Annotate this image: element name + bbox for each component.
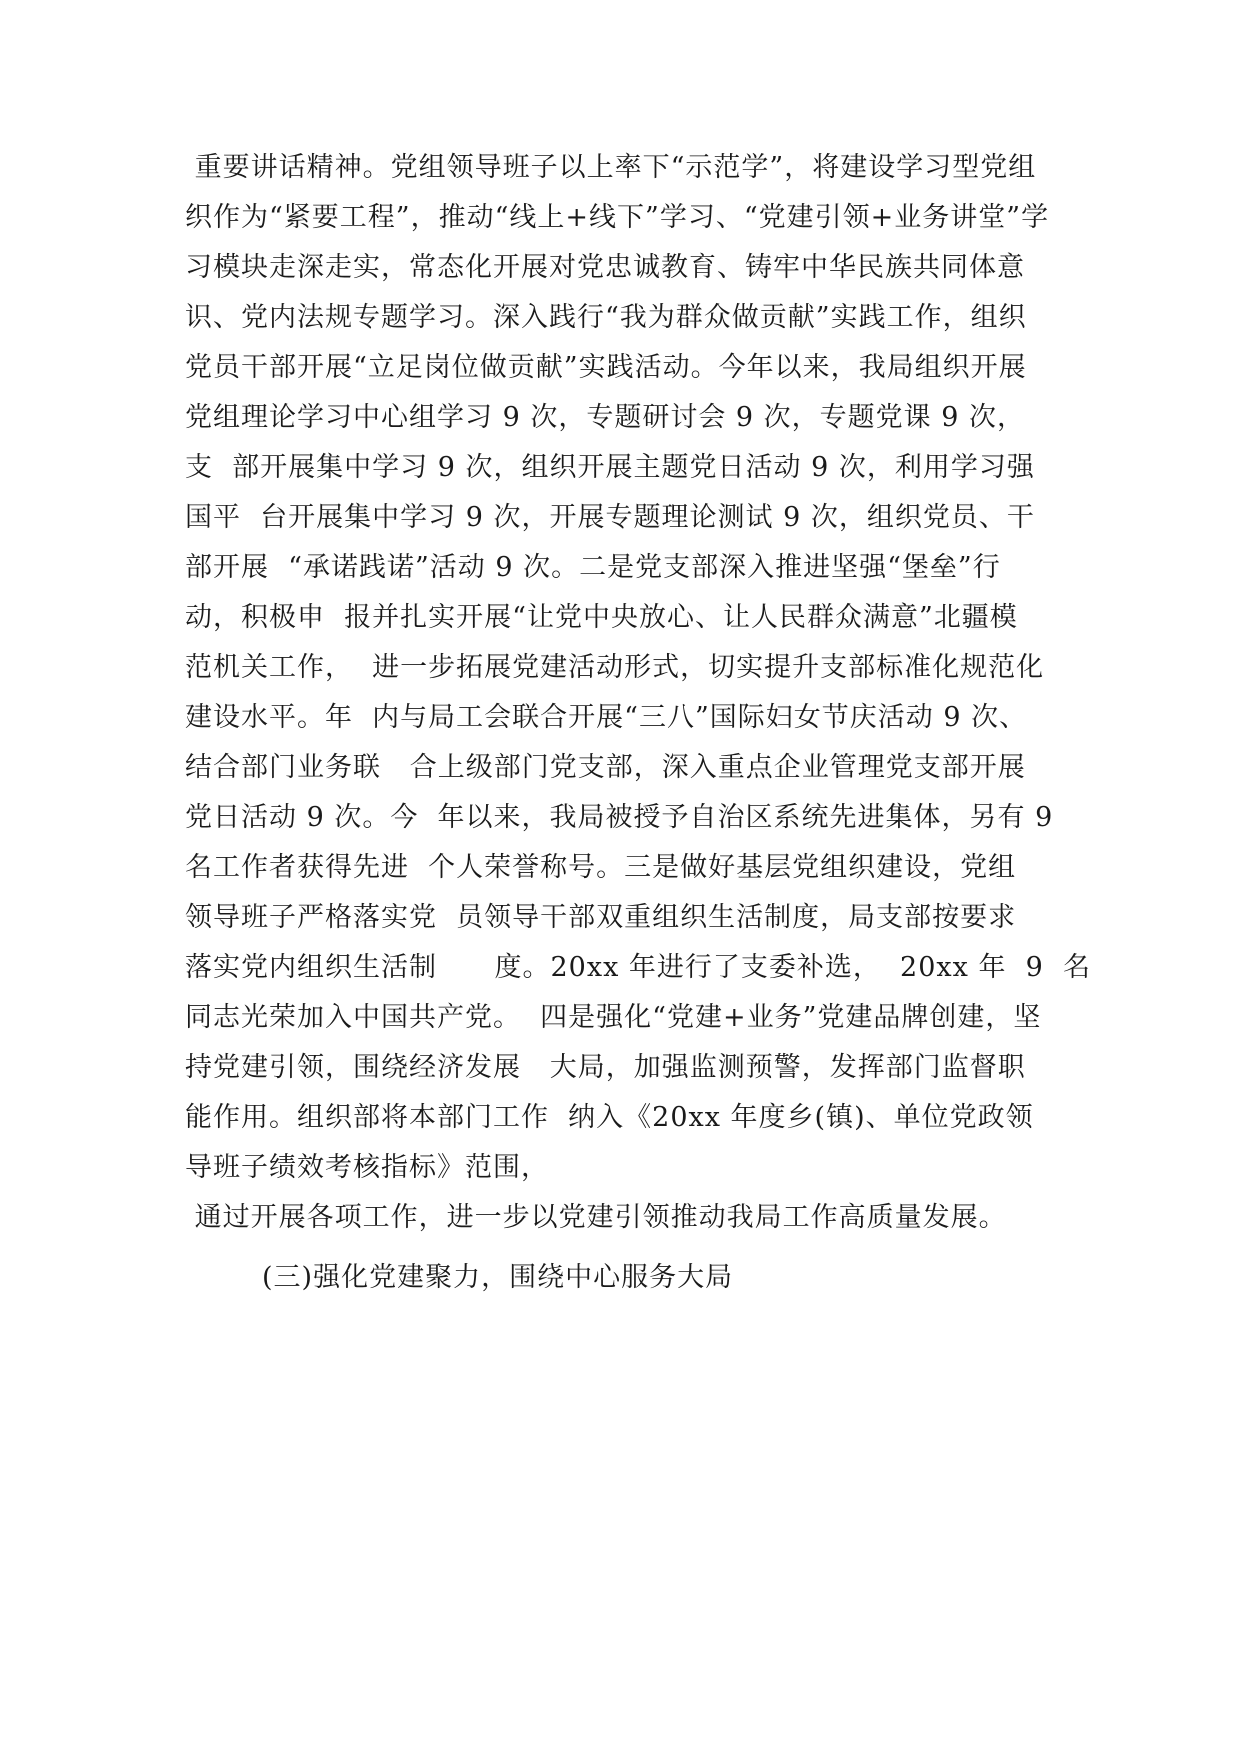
section-heading: (三)强化党建聚力，围绕中心服务大局 [262,1262,734,1293]
body-line: 同志光荣加入中国共产党。 四是强化“党建+业务”党建品牌创建，坚 [185,1002,1042,1033]
body-line: 重要讲话精神。党组领导班子以上率下“示范学”，将建设学习型党组 [185,152,1037,183]
body-line: 领导班子严格落实党 员领导干部双重组织生活制度，局支部按要求 [185,902,1017,933]
body-line: 建设水平。年 内与局工会联合开展“三八”国际妇女节庆活动 9 次、 [185,702,1028,733]
body-line: 持党建引领，围绕经济发展 大局，加强监测预警，发挥部门监督职 [185,1052,1026,1083]
body-line: 织作为“紧要工程”，推动“线上+线下”学习、“党建引领+业务讲堂”学 [185,202,1050,233]
body-line: 国平 台开展集中学习 9 次，开展专题理论测试 9 次，组织党员、干 [185,502,1035,533]
body-line: 习模块走深走实，常态化开展对党忠诚教育、铸牢中华民族共同体意 [185,252,1025,283]
body-line: 党组理论学习中心组学习 9 次，专题研讨会 9 次，专题党课 9 次， [185,402,1026,433]
body-line: 识、党内法规专题学习。深入践行“我为群众做贡献”实践工作，组织 [185,302,1027,333]
body-line: 名工作者获得先进 个人荣誉称号。三是做好基层党组织建设，党组 [185,852,1017,883]
body-line: 部开展 “承诺践诺”活动 9 次。二是党支部深入推进坚强“堡垒”行 [185,552,1001,583]
body-line: 结合部门业务联 合上级部门党支部，深入重点企业管理党支部开展 [185,752,1026,783]
body-line: 党日活动 9 次。今 年以来，我局被授予自治区系统先进集体，另有 9 [185,802,1054,833]
body-line: 范机关工作， 进一步拓展党建活动形式，切实提升支部标准化规范化 [185,652,1045,683]
body-line: 支 部开展集中学习 9 次，组织开展主题党日活动 9 次，利用学习强 [185,452,1035,483]
body-line: 党员干部开展“立足岗位做贡献”实践活动。今年以来，我局组织开展 [185,352,1027,383]
body-line: 动，积极申 报并扎实开展“让党中央放心、让人民群众满意”北疆模 [185,602,1018,633]
body-line: 通过开展各项工作，进一步以党建引领推动我局工作高质量发展。 [185,1202,1007,1233]
body-line: 导班子绩效考核指标》范围， [185,1152,549,1183]
body-line: 能作用。组织部将本部门工作 纳入《20xx 年度乡(镇)、单位党政领 [185,1102,1034,1133]
body-line: 落实党内组织生活制 度。20xx 年进行了支委补选， 20xx 年 9 名 [185,952,1091,983]
